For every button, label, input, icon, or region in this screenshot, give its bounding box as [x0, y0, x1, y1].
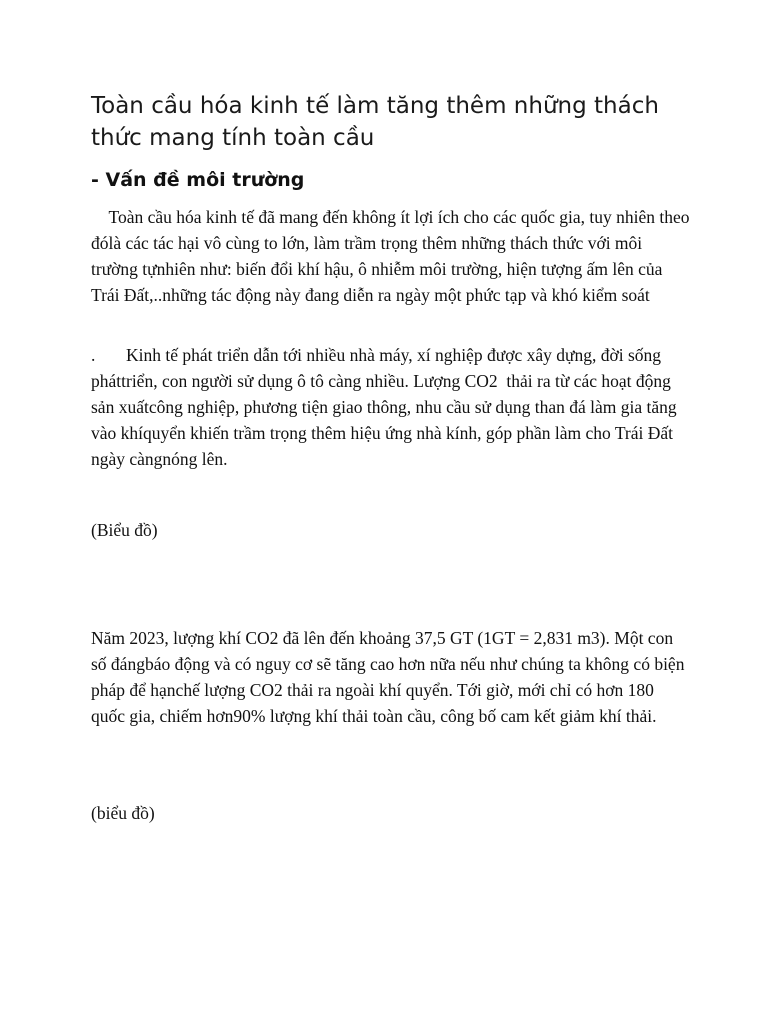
document-title: Toàn cầu hóa kinh tế làm tăng thêm những thách thức mang tính toàn cầu: [91, 93, 659, 151]
paragraph-economy: . Kinh tế phát triển dẫn tới nhiều nhà máy, xí nghiệp được xây dựng, đời sống pháttriển, con người sử dụng ô tô càng nhiều. Lượng CO2 thải ra từ các hoạt động sản xuấtcông nghiệp, phương tiện giao thông, nhu cầu sử dụng than đá làm gia tăng vào khíquyển khiến trầm trọng thêm hiệu ứng nhà kính, góp phần làm cho Trái Đất ngày càngnóng lên.: [91, 345, 682, 469]
section-heading: - Vấn đề môi trường: [91, 169, 305, 191]
chart-placeholder: (Biểu đồ): [91, 520, 158, 540]
paragraph-intro: Toàn cầu hóa kinh tế đã mang đến không ít lợi ích cho các quốc gia, tuy nhiên theo đólà các tác hại vô cùng to lớn, làm trầm trọng thêm những thách thức với môi trường tựnhiên như: biến đổi khí hậu, ô nhiễm môi trường, hiện tượng ấm lên của Trái Đất,..những tác động này đang diễn ra ngày một phức tạp và khó kiểm soát: [91, 207, 694, 305]
paragraph-co2-2023: Năm 2023, lượng khí CO2 đã lên đến khoảng 37,5 GT (1GT = 2,831 m3). Một con số đángbáo động và có nguy cơ sẽ tăng cao hơn nữa nếu như chúng ta không có biện pháp để hạnchế lượng CO2 thải ra ngoài khí quyển. Tới giờ, mới chỉ có hơn 180 quốc gia, chiếm hơn90% lượng khí thải toàn cầu, công bố cam kết giảm khí thải.: [91, 628, 685, 726]
chart-placeholder: (biểu đồ): [91, 803, 155, 823]
